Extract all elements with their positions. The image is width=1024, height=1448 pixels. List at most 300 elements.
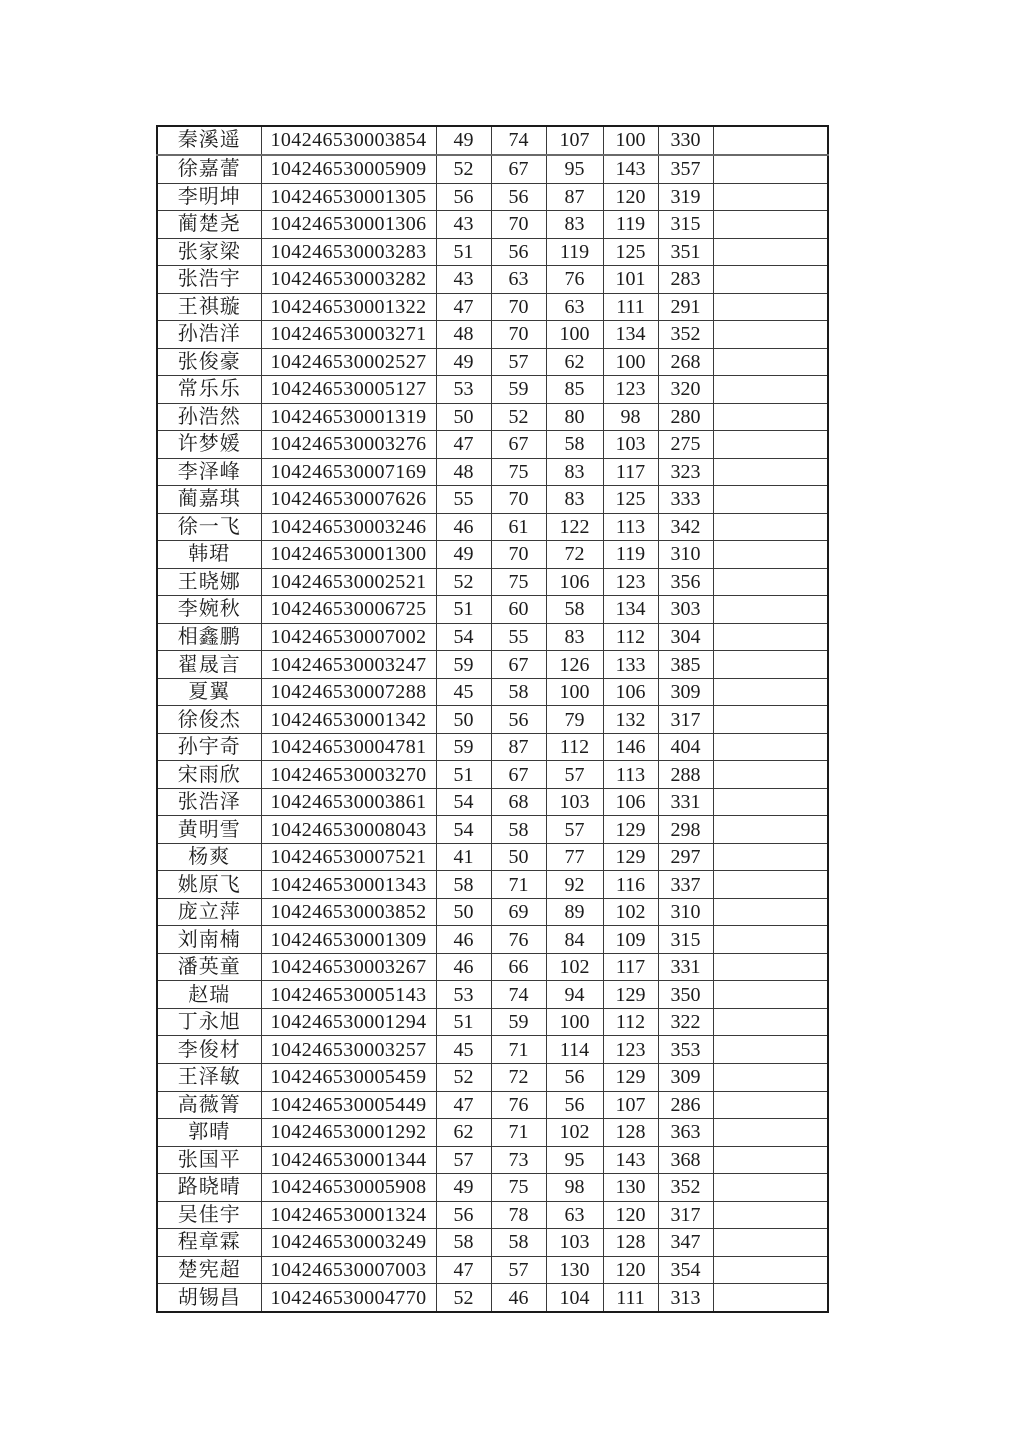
- candidate-id-cell: 104246530004770: [261, 1284, 436, 1312]
- score-2-cell: 55: [491, 623, 546, 651]
- score-1-cell: 59: [436, 733, 491, 761]
- blank-cell: [713, 1091, 828, 1119]
- blank-cell: [713, 513, 828, 541]
- score-2-cell: 63: [491, 266, 546, 294]
- score-1-cell: 50: [436, 706, 491, 734]
- student-name-cell: 丁永旭: [157, 1008, 261, 1036]
- student-name-cell: 翟晟言: [157, 651, 261, 679]
- score-2-cell: 67: [491, 761, 546, 789]
- score-3-cell: 83: [546, 211, 603, 239]
- blank-cell: [713, 266, 828, 294]
- blank-cell: [713, 898, 828, 926]
- student-name-cell: 李婉秋: [157, 596, 261, 624]
- score-4-cell: 123: [603, 568, 658, 596]
- student-name-cell: 庞立萍: [157, 898, 261, 926]
- student-name-cell: 李泽峰: [157, 458, 261, 486]
- score-4-cell: 146: [603, 733, 658, 761]
- candidate-id-cell: 104246530003283: [261, 238, 436, 266]
- total-score-cell: 351: [658, 238, 713, 266]
- total-score-cell: 317: [658, 706, 713, 734]
- student-name-cell: 潘英童: [157, 953, 261, 981]
- total-score-cell: 320: [658, 376, 713, 404]
- score-3-cell: 102: [546, 1119, 603, 1147]
- blank-cell: [713, 568, 828, 596]
- score-2-cell: 70: [491, 293, 546, 321]
- score-1-cell: 48: [436, 458, 491, 486]
- total-score-cell: 356: [658, 568, 713, 596]
- score-4-cell: 113: [603, 513, 658, 541]
- score-1-cell: 48: [436, 321, 491, 349]
- score-3-cell: 98: [546, 1174, 603, 1202]
- score-2-cell: 59: [491, 1008, 546, 1036]
- candidate-id-cell: 104246530002521: [261, 568, 436, 596]
- score-3-cell: 62: [546, 348, 603, 376]
- score-3-cell: 122: [546, 513, 603, 541]
- score-3-cell: 103: [546, 788, 603, 816]
- total-score-cell: 322: [658, 1008, 713, 1036]
- candidate-id-cell: 104246530003247: [261, 651, 436, 679]
- total-score-cell: 357: [658, 155, 713, 183]
- score-4-cell: 125: [603, 238, 658, 266]
- candidate-id-cell: 104246530003246: [261, 513, 436, 541]
- table-row: [157, 266, 828, 294]
- table-row: [157, 816, 828, 844]
- score-4-cell: 116: [603, 871, 658, 899]
- table-row: [157, 183, 828, 211]
- score-4-cell: 106: [603, 788, 658, 816]
- student-name-cell: 姚原飞: [157, 871, 261, 899]
- table-row: [157, 926, 828, 954]
- blank-cell: [713, 1174, 828, 1202]
- score-2-cell: 67: [491, 155, 546, 183]
- total-score-cell: 404: [658, 733, 713, 761]
- table-row: [157, 1008, 828, 1036]
- table-row: [157, 1174, 828, 1202]
- score-2-cell: 71: [491, 871, 546, 899]
- total-score-cell: 331: [658, 953, 713, 981]
- table-row: [157, 596, 828, 624]
- score-4-cell: 98: [603, 403, 658, 431]
- score-1-cell: 47: [436, 1091, 491, 1119]
- candidate-id-cell: 104246530006725: [261, 596, 436, 624]
- score-3-cell: 80: [546, 403, 603, 431]
- score-1-cell: 47: [436, 293, 491, 321]
- student-name-cell: 路晓晴: [157, 1174, 261, 1202]
- candidate-id-cell: 104246530001305: [261, 183, 436, 211]
- table-row: [157, 155, 828, 183]
- total-score-cell: 337: [658, 871, 713, 899]
- total-score-cell: 275: [658, 431, 713, 459]
- score-1-cell: 46: [436, 953, 491, 981]
- score-3-cell: 76: [546, 266, 603, 294]
- candidate-id-cell: 104246530003861: [261, 788, 436, 816]
- table-row: [157, 513, 828, 541]
- score-1-cell: 49: [436, 126, 491, 155]
- blank-cell: [713, 486, 828, 514]
- candidate-id-cell: 104246530002527: [261, 348, 436, 376]
- candidate-id-cell: 104246530001306: [261, 211, 436, 239]
- blank-cell: [713, 126, 828, 155]
- table-row: [157, 238, 828, 266]
- student-name-cell: 刘南楠: [157, 926, 261, 954]
- score-4-cell: 130: [603, 1174, 658, 1202]
- score-2-cell: 75: [491, 458, 546, 486]
- score-3-cell: 84: [546, 926, 603, 954]
- score-4-cell: 119: [603, 541, 658, 569]
- score-3-cell: 79: [546, 706, 603, 734]
- candidate-id-cell: 104246530003854: [261, 126, 436, 155]
- candidate-id-cell: 104246530008043: [261, 816, 436, 844]
- blank-cell: [713, 788, 828, 816]
- table-row: [157, 898, 828, 926]
- total-score-cell: 288: [658, 761, 713, 789]
- candidate-id-cell: 104246530007003: [261, 1256, 436, 1284]
- score-4-cell: 102: [603, 898, 658, 926]
- candidate-id-cell: 104246530003270: [261, 761, 436, 789]
- student-name-cell: 王晓娜: [157, 568, 261, 596]
- blank-cell: [713, 321, 828, 349]
- score-1-cell: 52: [436, 1284, 491, 1312]
- total-score-cell: 268: [658, 348, 713, 376]
- candidate-id-cell: 104246530005127: [261, 376, 436, 404]
- score-4-cell: 129: [603, 1064, 658, 1092]
- total-score-cell: 315: [658, 926, 713, 954]
- blank-cell: [713, 1008, 828, 1036]
- student-name-cell: 许梦媛: [157, 431, 261, 459]
- score-2-cell: 71: [491, 1119, 546, 1147]
- table-row: [157, 1146, 828, 1174]
- score-2-cell: 68: [491, 788, 546, 816]
- blank-cell: [713, 458, 828, 486]
- score-3-cell: 83: [546, 623, 603, 651]
- candidate-id-cell: 104246530003249: [261, 1229, 436, 1257]
- total-score-cell: 319: [658, 183, 713, 211]
- score-4-cell: 129: [603, 816, 658, 844]
- student-name-cell: 郭晴: [157, 1119, 261, 1147]
- total-score-cell: 368: [658, 1146, 713, 1174]
- student-name-cell: 程章霖: [157, 1229, 261, 1257]
- score-4-cell: 117: [603, 953, 658, 981]
- table-row: [157, 843, 828, 871]
- total-score-cell: 304: [658, 623, 713, 651]
- score-4-cell: 125: [603, 486, 658, 514]
- score-1-cell: 46: [436, 926, 491, 954]
- blank-cell: [713, 651, 828, 679]
- table-row: [157, 1064, 828, 1092]
- score-3-cell: 56: [546, 1091, 603, 1119]
- candidate-id-cell: 104246530007626: [261, 486, 436, 514]
- score-2-cell: 58: [491, 1229, 546, 1257]
- score-4-cell: 120: [603, 1256, 658, 1284]
- student-name-cell: 张俊豪: [157, 348, 261, 376]
- score-table: [156, 125, 829, 1313]
- score-1-cell: 54: [436, 788, 491, 816]
- student-name-cell: 赵瑞: [157, 981, 261, 1009]
- blank-cell: [713, 1146, 828, 1174]
- score-2-cell: 57: [491, 348, 546, 376]
- table-row: [157, 541, 828, 569]
- score-3-cell: 119: [546, 238, 603, 266]
- student-name-cell: 徐一飞: [157, 513, 261, 541]
- candidate-id-cell: 104246530001322: [261, 293, 436, 321]
- score-3-cell: 106: [546, 568, 603, 596]
- table-row: [157, 761, 828, 789]
- score-1-cell: 49: [436, 348, 491, 376]
- score-2-cell: 52: [491, 403, 546, 431]
- score-2-cell: 75: [491, 568, 546, 596]
- student-name-cell: 楚宪超: [157, 1256, 261, 1284]
- blank-cell: [713, 761, 828, 789]
- score-2-cell: 46: [491, 1284, 546, 1312]
- total-score-cell: 352: [658, 1174, 713, 1202]
- table-row: [157, 706, 828, 734]
- score-3-cell: 58: [546, 431, 603, 459]
- score-4-cell: 129: [603, 981, 658, 1009]
- score-1-cell: 47: [436, 1256, 491, 1284]
- score-3-cell: 130: [546, 1256, 603, 1284]
- total-score-cell: 350: [658, 981, 713, 1009]
- blank-cell: [713, 376, 828, 404]
- blank-cell: [713, 1229, 828, 1257]
- student-name-cell: 徐俊杰: [157, 706, 261, 734]
- score-2-cell: 67: [491, 431, 546, 459]
- blank-cell: [713, 1036, 828, 1064]
- score-2-cell: 58: [491, 816, 546, 844]
- table-row: [157, 1284, 828, 1312]
- score-3-cell: 95: [546, 155, 603, 183]
- student-name-cell: 张家梁: [157, 238, 261, 266]
- score-4-cell: 133: [603, 651, 658, 679]
- score-2-cell: 74: [491, 981, 546, 1009]
- score-2-cell: 70: [491, 486, 546, 514]
- total-score-cell: 286: [658, 1091, 713, 1119]
- student-name-cell: 蔺楚尧: [157, 211, 261, 239]
- total-score-cell: 331: [658, 788, 713, 816]
- score-2-cell: 73: [491, 1146, 546, 1174]
- score-2-cell: 78: [491, 1201, 546, 1229]
- total-score-cell: 363: [658, 1119, 713, 1147]
- total-score-cell: 347: [658, 1229, 713, 1257]
- candidate-id-cell: 104246530001344: [261, 1146, 436, 1174]
- score-1-cell: 51: [436, 596, 491, 624]
- table-row: [157, 788, 828, 816]
- score-4-cell: 100: [603, 126, 658, 155]
- total-score-cell: 313: [658, 1284, 713, 1312]
- candidate-id-cell: 104246530007002: [261, 623, 436, 651]
- score-2-cell: 71: [491, 1036, 546, 1064]
- student-name-cell: 张浩宇: [157, 266, 261, 294]
- score-2-cell: 70: [491, 541, 546, 569]
- student-name-cell: 李明坤: [157, 183, 261, 211]
- candidate-id-cell: 104246530003276: [261, 431, 436, 459]
- score-4-cell: 143: [603, 155, 658, 183]
- student-name-cell: 秦溪遥: [157, 126, 261, 155]
- score-2-cell: 70: [491, 211, 546, 239]
- score-2-cell: 58: [491, 678, 546, 706]
- blank-cell: [713, 293, 828, 321]
- score-1-cell: 52: [436, 155, 491, 183]
- student-name-cell: 宋雨欣: [157, 761, 261, 789]
- score-4-cell: 109: [603, 926, 658, 954]
- score-2-cell: 50: [491, 843, 546, 871]
- blank-cell: [713, 596, 828, 624]
- score-2-cell: 56: [491, 706, 546, 734]
- score-3-cell: 57: [546, 816, 603, 844]
- score-1-cell: 50: [436, 898, 491, 926]
- total-score-cell: 303: [658, 596, 713, 624]
- score-2-cell: 66: [491, 953, 546, 981]
- score-3-cell: 104: [546, 1284, 603, 1312]
- candidate-id-cell: 104246530003267: [261, 953, 436, 981]
- score-2-cell: 56: [491, 183, 546, 211]
- table-row: [157, 348, 828, 376]
- candidate-id-cell: 104246530007288: [261, 678, 436, 706]
- table-row: [157, 1256, 828, 1284]
- total-score-cell: 297: [658, 843, 713, 871]
- score-1-cell: 53: [436, 981, 491, 1009]
- total-score-cell: 315: [658, 211, 713, 239]
- candidate-id-cell: 104246530005449: [261, 1091, 436, 1119]
- score-1-cell: 50: [436, 403, 491, 431]
- blank-cell: [713, 238, 828, 266]
- total-score-cell: 317: [658, 1201, 713, 1229]
- blank-cell: [713, 706, 828, 734]
- blank-cell: [713, 431, 828, 459]
- score-1-cell: 55: [436, 486, 491, 514]
- score-1-cell: 58: [436, 871, 491, 899]
- candidate-id-cell: 104246530007169: [261, 458, 436, 486]
- table-row: [157, 431, 828, 459]
- table-row: [157, 126, 828, 155]
- total-score-cell: 385: [658, 651, 713, 679]
- student-name-cell: 杨爽: [157, 843, 261, 871]
- score-4-cell: 132: [603, 706, 658, 734]
- student-name-cell: 夏翼: [157, 678, 261, 706]
- score-1-cell: 53: [436, 376, 491, 404]
- candidate-id-cell: 104246530001292: [261, 1119, 436, 1147]
- score-4-cell: 103: [603, 431, 658, 459]
- score-3-cell: 85: [546, 376, 603, 404]
- student-name-cell: 孙浩洋: [157, 321, 261, 349]
- table-row: [157, 953, 828, 981]
- student-name-cell: 常乐乐: [157, 376, 261, 404]
- score-4-cell: 134: [603, 321, 658, 349]
- student-name-cell: 王祺璇: [157, 293, 261, 321]
- blank-cell: [713, 816, 828, 844]
- student-name-cell: 相鑫鹏: [157, 623, 261, 651]
- score-3-cell: 72: [546, 541, 603, 569]
- candidate-id-cell: 104246530005908: [261, 1174, 436, 1202]
- score-4-cell: 134: [603, 596, 658, 624]
- score-1-cell: 45: [436, 1036, 491, 1064]
- table-row: [157, 293, 828, 321]
- score-3-cell: 56: [546, 1064, 603, 1092]
- table-row: [157, 486, 828, 514]
- blank-cell: [713, 678, 828, 706]
- score-2-cell: 74: [491, 126, 546, 155]
- score-2-cell: 87: [491, 733, 546, 761]
- blank-cell: [713, 843, 828, 871]
- score-2-cell: 75: [491, 1174, 546, 1202]
- student-name-cell: 徐嘉蕾: [157, 155, 261, 183]
- score-1-cell: 49: [436, 1174, 491, 1202]
- score-4-cell: 111: [603, 1284, 658, 1312]
- score-1-cell: 51: [436, 761, 491, 789]
- total-score-cell: 309: [658, 678, 713, 706]
- student-name-cell: 王泽敏: [157, 1064, 261, 1092]
- candidate-id-cell: 104246530003257: [261, 1036, 436, 1064]
- blank-cell: [713, 981, 828, 1009]
- blank-cell: [713, 403, 828, 431]
- score-1-cell: 51: [436, 238, 491, 266]
- blank-cell: [713, 623, 828, 651]
- score-2-cell: 61: [491, 513, 546, 541]
- score-1-cell: 52: [436, 568, 491, 596]
- blank-cell: [713, 1201, 828, 1229]
- candidate-id-cell: 104246530001324: [261, 1201, 436, 1229]
- total-score-cell: 333: [658, 486, 713, 514]
- table-row: [157, 1201, 828, 1229]
- blank-cell: [713, 733, 828, 761]
- score-3-cell: 102: [546, 953, 603, 981]
- blank-cell: [713, 1064, 828, 1092]
- student-name-cell: 孙浩然: [157, 403, 261, 431]
- score-2-cell: 76: [491, 1091, 546, 1119]
- score-table-body: [157, 126, 828, 1312]
- student-name-cell: 韩珺: [157, 541, 261, 569]
- total-score-cell: 323: [658, 458, 713, 486]
- score-3-cell: 100: [546, 678, 603, 706]
- table-row: [157, 981, 828, 1009]
- score-3-cell: 63: [546, 293, 603, 321]
- table-row: [157, 678, 828, 706]
- candidate-id-cell: 104246530001309: [261, 926, 436, 954]
- total-score-cell: 310: [658, 898, 713, 926]
- score-4-cell: 120: [603, 1201, 658, 1229]
- score-table-container: [156, 125, 829, 1313]
- score-3-cell: 94: [546, 981, 603, 1009]
- score-4-cell: 106: [603, 678, 658, 706]
- table-row: [157, 623, 828, 651]
- score-4-cell: 112: [603, 623, 658, 651]
- table-row: [157, 568, 828, 596]
- score-2-cell: 72: [491, 1064, 546, 1092]
- score-4-cell: 128: [603, 1119, 658, 1147]
- score-4-cell: 112: [603, 1008, 658, 1036]
- score-4-cell: 119: [603, 211, 658, 239]
- score-4-cell: 129: [603, 843, 658, 871]
- score-3-cell: 83: [546, 486, 603, 514]
- score-4-cell: 123: [603, 376, 658, 404]
- candidate-id-cell: 104246530001319: [261, 403, 436, 431]
- student-name-cell: 高薇箐: [157, 1091, 261, 1119]
- student-name-cell: 李俊材: [157, 1036, 261, 1064]
- score-4-cell: 111: [603, 293, 658, 321]
- score-3-cell: 58: [546, 596, 603, 624]
- table-row: [157, 871, 828, 899]
- blank-cell: [713, 1284, 828, 1312]
- blank-cell: [713, 1119, 828, 1147]
- table-row: [157, 321, 828, 349]
- student-name-cell: 张浩泽: [157, 788, 261, 816]
- score-4-cell: 107: [603, 1091, 658, 1119]
- table-row: [157, 1119, 828, 1147]
- score-2-cell: 60: [491, 596, 546, 624]
- candidate-id-cell: 104246530001342: [261, 706, 436, 734]
- student-name-cell: 张国平: [157, 1146, 261, 1174]
- candidate-id-cell: 104246530005459: [261, 1064, 436, 1092]
- score-3-cell: 83: [546, 458, 603, 486]
